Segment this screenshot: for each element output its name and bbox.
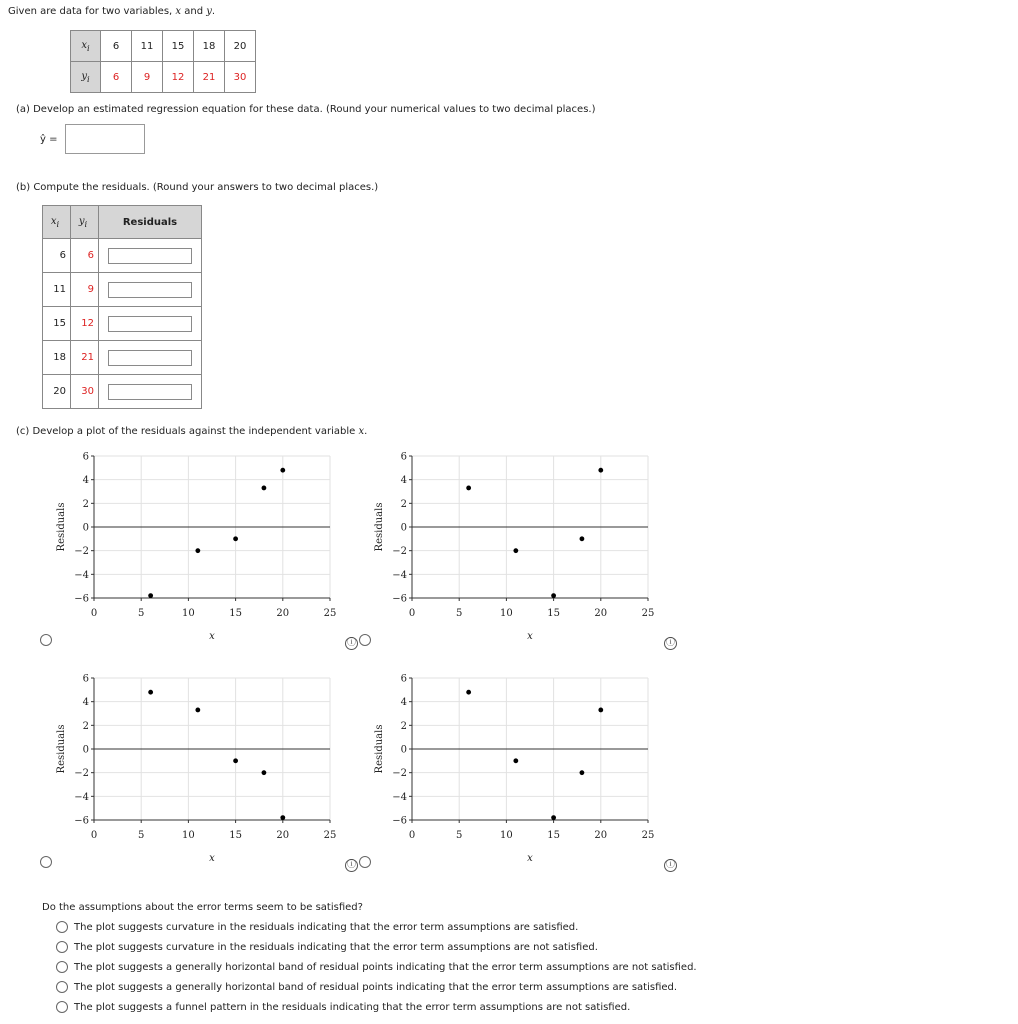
part-b-text: (b) Compute the residuals. (Round your answers to two decimal places.) [16, 182, 379, 193]
residual-input[interactable] [108, 350, 192, 366]
data-point [233, 758, 238, 763]
assumption-option[interactable] [56, 957, 697, 977]
x-tick-label: 5 [456, 608, 463, 619]
part-c-text: (c) Develop a plot of the residuals against the independent variable x. [16, 426, 368, 437]
x-tick-label: 15 [547, 608, 560, 619]
row-y: 12 [71, 307, 99, 341]
x-axis-label: x [209, 631, 215, 642]
assumption-option[interactable] [56, 977, 697, 997]
data-point [466, 486, 471, 491]
data-point [551, 593, 556, 598]
y-tick-label: −2 [392, 768, 407, 780]
regression-equation-input[interactable] [65, 124, 145, 154]
data-point [513, 758, 518, 763]
info-icon[interactable]: ⓘ [665, 638, 675, 648]
data-point [195, 708, 200, 713]
y-tick-label: 2 [82, 720, 89, 732]
assumption-option[interactable] [56, 917, 697, 937]
assumption-radio[interactable] [56, 961, 68, 973]
y-tick-label: 4 [400, 697, 407, 709]
x-tick-label: 15 [547, 830, 560, 841]
y-tick-label: −2 [74, 768, 89, 780]
y-tick-label: −6 [74, 593, 89, 605]
x-tick-label: 5 [456, 830, 463, 841]
plot-option-b-radio[interactable] [359, 634, 371, 646]
data-point [598, 468, 603, 473]
y-tick-label: −6 [392, 593, 407, 605]
y-tick-label: 6 [400, 673, 407, 685]
assumption-option-label: The plot suggests a generally horizontal band of residual points indicating that the error term assumptions are not satisfied. [74, 961, 697, 973]
row-x: 11 [43, 273, 71, 307]
table-row [43, 341, 202, 375]
x-axis-label: x [527, 853, 533, 864]
x-tick-label: 25 [641, 830, 655, 841]
residuals-table [42, 205, 202, 409]
x-tick-label: 25 [323, 608, 337, 619]
assumption-radio[interactable] [56, 941, 68, 953]
y-tick-label: −4 [74, 569, 89, 581]
x-tick-label: 15 [229, 608, 242, 619]
y-tick-label: 0 [400, 744, 407, 756]
y-cell: 21 [194, 62, 225, 93]
data-point [148, 593, 153, 598]
intro-text: Given are data for two variables, x and y. [8, 6, 216, 17]
x-tick-label: 20 [276, 830, 290, 841]
table-row [43, 375, 202, 409]
residual-input[interactable] [108, 248, 192, 264]
row-x: 20 [43, 375, 71, 409]
data-point [233, 536, 238, 541]
y-tick-label: 4 [400, 475, 407, 487]
y-tick-label: −2 [392, 546, 407, 558]
data-point [580, 536, 585, 541]
row-y: 6 [71, 239, 99, 273]
y-tick-label: 6 [400, 451, 407, 463]
data-row-x [71, 31, 256, 62]
row-y: 9 [71, 273, 99, 307]
data-point [580, 770, 585, 775]
data-point [262, 486, 267, 491]
y-tick-label: 0 [82, 744, 89, 756]
y-axis-label: Residuals [374, 502, 385, 552]
part-a-text: (a) Develop an estimated regression equation for these data. (Round your numerical values to two decimal places.) [16, 104, 596, 115]
residual-input[interactable] [108, 282, 192, 298]
data-row-y [71, 62, 256, 93]
x-axis-label: x [527, 631, 533, 642]
y-cell: 30 [225, 62, 256, 93]
y-tick-label: −4 [392, 791, 407, 803]
data-point [262, 770, 267, 775]
x-cell: 18 [194, 31, 225, 62]
x-tick-label: 10 [182, 830, 195, 841]
x-header: $x_i$ [71, 31, 101, 62]
x-cell: 15 [163, 31, 194, 62]
x-tick-label: 20 [276, 608, 290, 619]
assumption-radio[interactable] [56, 921, 68, 933]
table-row [43, 239, 202, 273]
assumption-option[interactable] [56, 997, 697, 1017]
data-point [466, 690, 471, 695]
x-tick-label: 20 [594, 608, 608, 619]
residual-input[interactable] [108, 384, 192, 400]
residual-plot-option-a [48, 448, 348, 648]
y-tick-label: 4 [82, 475, 89, 487]
x-cell: 20 [225, 31, 256, 62]
x-tick-label: 0 [408, 608, 416, 619]
y-cell: 9 [132, 62, 163, 93]
y-tick-label: 6 [82, 673, 89, 685]
y-cell: 6 [101, 62, 132, 93]
table-row [43, 273, 202, 307]
y-tick-label: 0 [400, 522, 407, 534]
plot-option-d-radio[interactable] [359, 856, 371, 868]
row-x: 15 [43, 307, 71, 341]
x-tick-label: 20 [594, 830, 608, 841]
residual-plot-option-d [366, 670, 666, 870]
data-point [280, 468, 285, 473]
x-tick-label: 5 [138, 830, 145, 841]
row-x: 6 [43, 239, 71, 273]
y-cell: 12 [163, 62, 194, 93]
assumption-radio[interactable] [56, 981, 68, 993]
info-icon[interactable]: ⓘ [665, 860, 675, 870]
data-table [70, 30, 256, 93]
assumption-option-label: The plot suggests a generally horizontal band of residual points indicating that the error term assumptions are satisfied. [74, 981, 678, 993]
y-axis-label: Residuals [56, 502, 67, 552]
y-tick-label: 2 [400, 720, 407, 732]
col-residuals-header: Residuals [99, 206, 202, 239]
info-icon[interactable]: ⓘ [346, 860, 356, 870]
row-x: 18 [43, 341, 71, 375]
y-tick-label: 2 [400, 498, 407, 510]
residual-plot-option-c [48, 670, 348, 870]
y-tick-label: −4 [392, 569, 407, 581]
x-tick-label: 5 [138, 608, 145, 619]
assumption-options [56, 917, 697, 1017]
x-tick-label: 10 [500, 608, 513, 619]
assumptions-question: Do the assumptions about the error terms seem to be satisfied? [42, 902, 363, 913]
y-tick-label: 0 [82, 522, 89, 534]
x-cell: 11 [132, 31, 163, 62]
y-header: $y_i$ [71, 62, 101, 93]
row-y: 30 [71, 375, 99, 409]
row-y: 21 [71, 341, 99, 375]
x-tick-label: 0 [90, 608, 98, 619]
residual-input[interactable] [108, 316, 192, 332]
residual-plot-option-b [366, 448, 666, 648]
plot-option-c-radio[interactable] [40, 856, 52, 868]
data-point [148, 690, 153, 695]
x-tick-label: 0 [90, 830, 98, 841]
assumption-option-label: The plot suggests a funnel pattern in the residuals indicating that the error term assumptions are not satisfied. [74, 1001, 631, 1013]
y-tick-label: −6 [392, 815, 407, 827]
y-tick-label: 6 [82, 451, 89, 463]
x-axis-label: x [209, 853, 215, 864]
x-tick-label: 25 [323, 830, 337, 841]
x-tick-label: 10 [500, 830, 513, 841]
y-axis-label: Residuals [374, 724, 385, 774]
y-tick-label: 2 [82, 498, 89, 510]
x-cell: 6 [101, 31, 132, 62]
y-tick-label: −2 [74, 546, 89, 558]
plot-option-a-radio[interactable] [40, 634, 52, 646]
x-tick-label: 10 [182, 608, 195, 619]
data-point [598, 708, 603, 713]
data-point [551, 815, 556, 820]
info-icon[interactable]: ⓘ [346, 638, 356, 648]
data-point [195, 548, 200, 553]
x-tick-label: 0 [408, 830, 416, 841]
assumption-option[interactable] [56, 937, 697, 957]
table-row [43, 307, 202, 341]
y-tick-label: 4 [82, 697, 89, 709]
assumption-option-label: The plot suggests curvature in the residuals indicating that the error term assumptions are not satisfied. [74, 941, 598, 953]
y-axis-label: Residuals [56, 724, 67, 774]
x-tick-label: 25 [641, 608, 655, 619]
data-point [280, 815, 285, 820]
y-tick-label: −4 [74, 791, 89, 803]
col-y-header: $y_i$ [71, 206, 99, 239]
col-x-header: $x_i$ [43, 206, 71, 239]
assumption-option-label: The plot suggests curvature in the residuals indicating that the error term assumptions are satisfied. [74, 921, 579, 933]
data-point [513, 548, 518, 553]
assumption-radio[interactable] [56, 1001, 68, 1013]
yhat-label: ŷ = [40, 134, 58, 145]
x-tick-label: 15 [229, 830, 242, 841]
y-tick-label: −6 [74, 815, 89, 827]
